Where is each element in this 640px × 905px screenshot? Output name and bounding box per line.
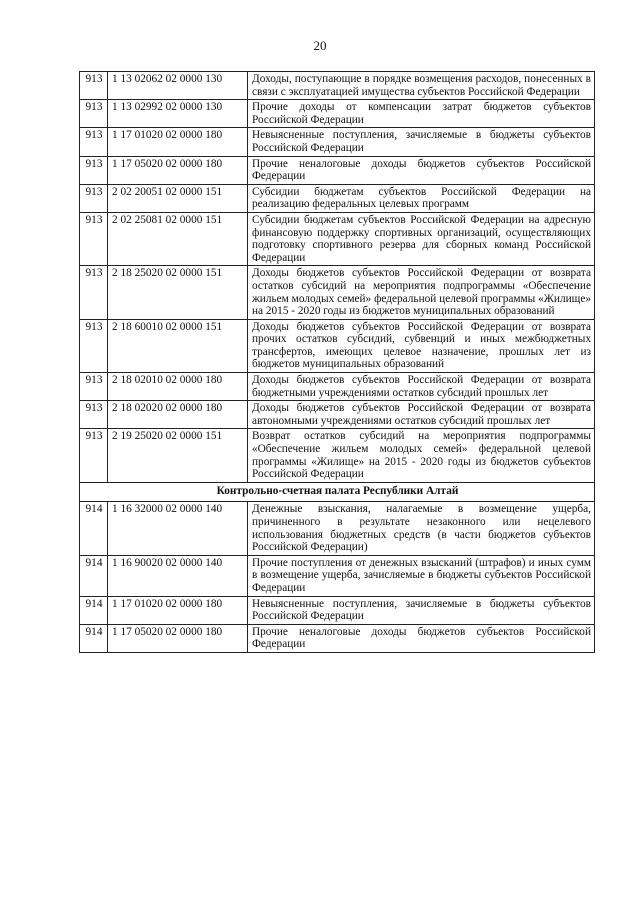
table-row bbox=[80, 212, 595, 265]
budget-classification-code-cell: 2 18 02010 02 0000 180 bbox=[108, 373, 248, 401]
revenue-description-cell: Прочие неналоговые доходы бюджетов субъектов Российской Федерации bbox=[248, 156, 595, 184]
budget-classification-code-cell: 2 02 20051 02 0000 151 bbox=[108, 184, 248, 212]
table-row bbox=[80, 429, 595, 482]
revenue-description-cell: Невыясненные поступления, зачисляемые в бюджеты субъектов Российской Федерации bbox=[248, 128, 595, 156]
table-row bbox=[80, 502, 595, 555]
budget-classification-code-cell: 2 19 25020 02 0000 151 bbox=[108, 429, 248, 482]
budget-classification-code-cell: 1 17 01020 02 0000 180 bbox=[108, 128, 248, 156]
revenue-description-cell: Доходы бюджетов субъектов Российской Федерации от возврата автономными учреждениями остатков субсидий прошлых лет bbox=[248, 401, 595, 429]
admin-code-cell: 913 bbox=[80, 373, 108, 401]
revenue-description-cell: Прочие доходы от компенсации затрат бюджетов субъектов Российской Федерации bbox=[248, 100, 595, 128]
admin-code-cell: 914 bbox=[80, 624, 108, 652]
revenue-description-cell: Денежные взыскания, налагаемые в возмещение ущерба, причиненного в результате незаконного или нецелевого использования бюджетных средств (в части бюджетов субъектов Российской Федерации) bbox=[248, 502, 595, 555]
budget-classification-code-cell: 1 17 01020 02 0000 180 bbox=[108, 596, 248, 624]
revenue-description-cell: Прочие поступления от денежных взысканий (штрафов) и иных сумм в возмещение ущерба, зачисляемые в бюджеты субъектов Российской Федерации bbox=[248, 555, 595, 596]
admin-code-cell: 913 bbox=[80, 266, 108, 319]
section-heading-row bbox=[80, 482, 595, 502]
table-row bbox=[80, 624, 595, 652]
table-body-914 bbox=[80, 502, 595, 653]
table-row bbox=[80, 319, 595, 372]
table-row bbox=[80, 596, 595, 624]
revenue-description-cell: Субсидии бюджетам субъектов Российской Федерации на адресную финансовую поддержку спортивных организаций, осуществляющих подготовку спортивного резерва для сборных команд Российской Федерации bbox=[248, 212, 595, 265]
budget-classification-code-cell: 1 17 05020 02 0000 180 bbox=[108, 624, 248, 652]
admin-code-cell: 914 bbox=[80, 596, 108, 624]
admin-code-cell: 913 bbox=[80, 128, 108, 156]
budget-classification-code-cell: 1 17 05020 02 0000 180 bbox=[108, 156, 248, 184]
admin-code-cell: 913 bbox=[80, 429, 108, 482]
budget-classification-code-cell: 1 16 32000 02 0000 140 bbox=[108, 502, 248, 555]
revenue-description-cell: Прочие неналоговые доходы бюджетов субъектов Российской Федерации bbox=[248, 624, 595, 652]
table-section bbox=[80, 482, 595, 502]
budget-classification-code-cell: 2 18 60010 02 0000 151 bbox=[108, 319, 248, 372]
admin-code-cell: 914 bbox=[80, 502, 108, 555]
table-body-913 bbox=[80, 72, 595, 483]
admin-code-cell: 913 bbox=[80, 156, 108, 184]
admin-code-cell: 913 bbox=[80, 212, 108, 265]
revenue-description-cell: Субсидии бюджетам субъектов Российской Федерации на реализацию федеральных целевых программ bbox=[248, 184, 595, 212]
table-row bbox=[80, 156, 595, 184]
revenue-description-cell: Доходы, поступающие в порядке возмещения расходов, понесенных в связи с эксплуатацией имущества субъектов Российской Федерации bbox=[248, 72, 595, 100]
revenue-description-cell: Доходы бюджетов субъектов Российской Федерации от возврата остатков субсидий на мероприятия подпрограммы «Обеспечение жильем молодых семей» федеральной целевой программы «Жилище» на 2015 - 2020 годы из бюджетов муниципальных образований bbox=[248, 266, 595, 319]
budget-classification-code-cell: 1 13 02992 02 0000 130 bbox=[108, 100, 248, 128]
section-heading: Контрольно-счетная палата Республики Алтай bbox=[80, 482, 595, 502]
table-row bbox=[80, 401, 595, 429]
table-row bbox=[80, 266, 595, 319]
admin-code-cell: 913 bbox=[80, 319, 108, 372]
admin-code-cell: 913 bbox=[80, 184, 108, 212]
table-row bbox=[80, 100, 595, 128]
budget-classification-code-cell: 2 18 02020 02 0000 180 bbox=[108, 401, 248, 429]
revenue-description-cell: Доходы бюджетов субъектов Российской Федерации от возврата бюджетными учреждениями остатков субсидий прошлых лет bbox=[248, 373, 595, 401]
page-number: 20 bbox=[313, 38, 327, 53]
budget-classification-code-cell: 2 02 25081 02 0000 151 bbox=[108, 212, 248, 265]
revenue-description-cell: Невыясненные поступления, зачисляемые в бюджеты субъектов Российской Федерации bbox=[248, 596, 595, 624]
admin-code-cell: 913 bbox=[80, 72, 108, 100]
table-row bbox=[80, 373, 595, 401]
revenue-codes-table bbox=[79, 71, 595, 653]
revenue-description-cell: Доходы бюджетов субъектов Российской Федерации от возврата прочих остатков субсидий, субвенций и иных межбюджетных трансфертов, имеющих целевое назначение, прошлых лет из бюджетов муниципальных образований bbox=[248, 319, 595, 372]
table-row bbox=[80, 72, 595, 100]
table-row bbox=[80, 128, 595, 156]
budget-classification-code-cell: 2 18 25020 02 0000 151 bbox=[108, 266, 248, 319]
budget-classification-code-cell: 1 13 02062 02 0000 130 bbox=[108, 72, 248, 100]
admin-code-cell: 914 bbox=[80, 555, 108, 596]
admin-code-cell: 913 bbox=[80, 100, 108, 128]
budget-classification-code-cell: 1 16 90020 02 0000 140 bbox=[108, 555, 248, 596]
table-row bbox=[80, 555, 595, 596]
revenue-description-cell: Возврат остатков субсидий на мероприятия подпрограммы «Обеспечение жильем молодых семей» федеральной целевой программы «Жилище» на 2015 - 2020 годы из бюджетов субъектов Российской Федерации bbox=[248, 429, 595, 482]
table-row bbox=[80, 184, 595, 212]
admin-code-cell: 913 bbox=[80, 401, 108, 429]
